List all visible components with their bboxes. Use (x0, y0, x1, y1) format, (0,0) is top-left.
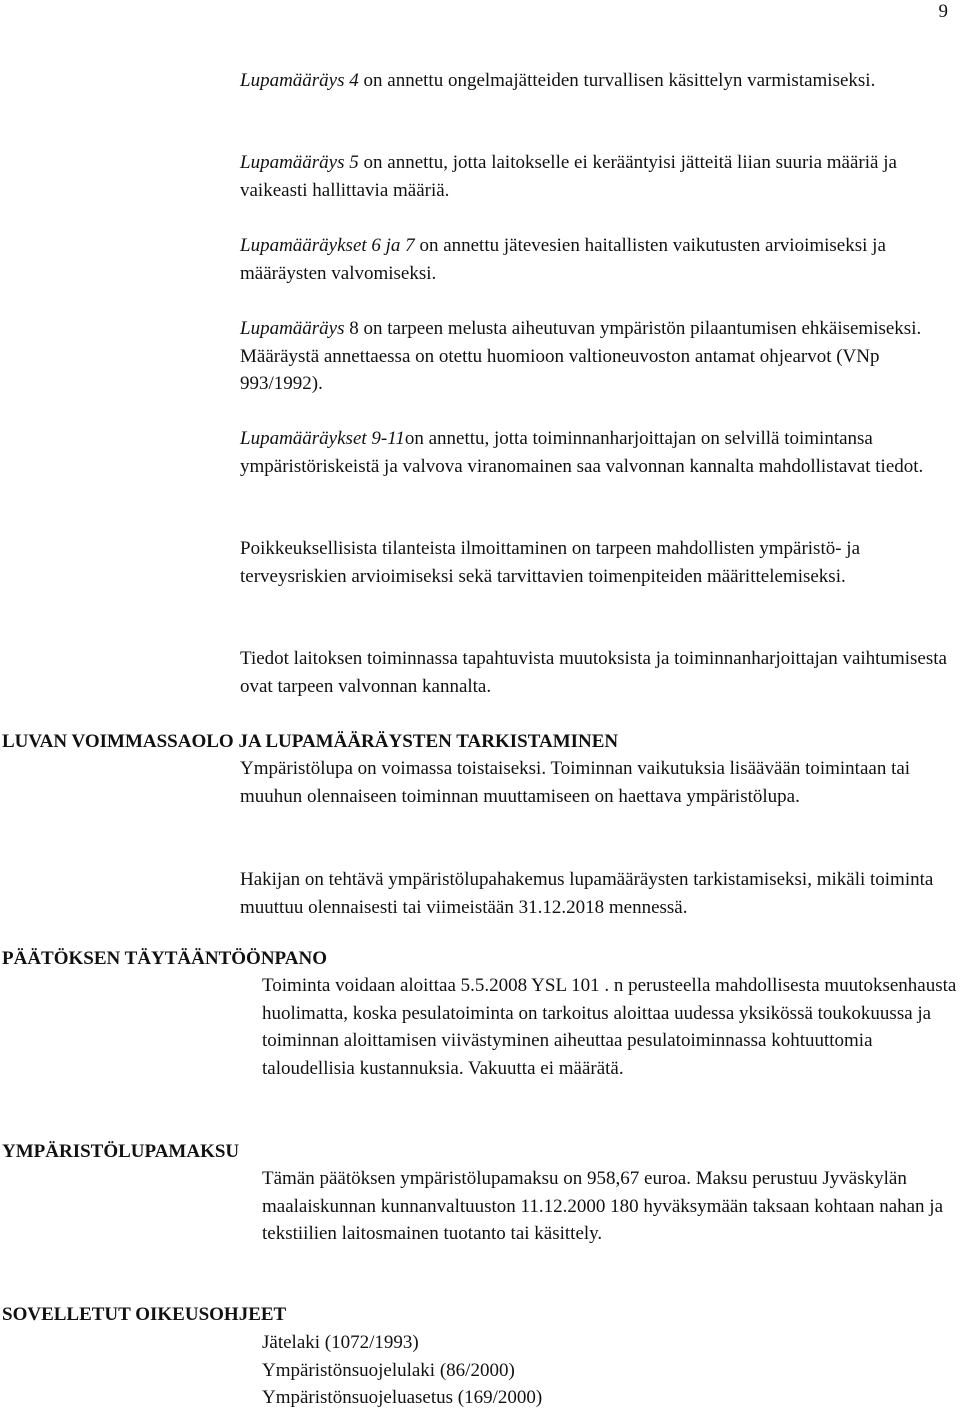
paragraph-lupamaksu: Tämän päätöksen ympäristölupamaksu on 958,67 euroa. Maksu perustuu Jyväskylän maalaiskunnan kunnanvaltuuston 11.12.2000 180 hyväksymään taksaan kohtaan nahan ja tekstiilien laitosmainen tuotanto tai käsittely. (262, 1168, 944, 1244)
paragraph-lupamaaraykset-6-7 (240, 232, 956, 287)
paragraph-hakijan-tehtava: Hakijan on tehtävä ympäristölupahakemus lupamääräysten tarkistamiseksi, mikäli toiminta muuttuu olennaisesti tai viimeistään 31.12.2018 mennessä. (240, 869, 934, 918)
emphasis: Lupamääräys (240, 318, 345, 339)
paragraph-toiminta-aloitus: Toiminta voidaan aloittaa 5.5.2008 YSL 101 . n perusteella mahdollisesta muutoksenhausta huolimatta, koska pesulatoiminta on tarkoitus aloittaa uudessa yksikössä toukokuussa ja toiminnan aloittamisen viivästyminen aiheuttaa pesulatoiminnassa kohtuuttomia taloudellisia kustannuksia. Vakuutta ei määrätä. (262, 975, 957, 1079)
heading-sovelletut-oikeusohjeet: SOVELLETUT OIKEUSOHJEET (2, 1304, 287, 1325)
list-item: Ympäristönsuojeluasetus (169/2000) (262, 1387, 543, 1408)
paragraph-lupamaarays-8 (240, 315, 956, 398)
page-number: 9 (938, 1, 948, 22)
legal-references-list (262, 1329, 958, 1412)
emphasis: Lupamääräykset 9-11 (240, 428, 405, 449)
paragraph-lupamaaraykset-9-11 (240, 425, 956, 480)
paragraph-lupamaarays-4 (240, 67, 956, 95)
heading-ymparistolupamaksu: YMPÄRISTÖLUPAMAKSU (2, 1141, 240, 1162)
heading-luvan-voimassaolo: LUVAN VOIMMASSAOLO JA LUPAMÄÄRÄYSTEN TARKISTAMINEN (2, 731, 619, 752)
emphasis: Lupamääräykset 6 ja 7 (240, 235, 415, 256)
list-item: Jätelaki (1072/1993) (262, 1332, 419, 1353)
paragraph-poikkeukselliset: Poikkeuksellisista tilanteista ilmoittaminen on tarpeen mahdollisten ympäristö- ja terveysriskien arvioimiseksi sekä tarvittavien toimenpiteiden määrittelemiseksi. (240, 538, 861, 587)
list-item: Ympäristönsuojelulaki (86/2000) (262, 1359, 515, 1381)
paragraph-tiedot-muutoksista: Tiedot laitoksen toiminnassa tapahtuvista muutoksista ja toiminnanharjoittajan vaihtumisesta ovat tarpeen valvonnan kannalta. (240, 648, 947, 697)
emphasis: Lupamääräys 5 (240, 152, 359, 173)
paragraph-lupamaarays-5 (240, 149, 956, 204)
heading-paatoksen-taytantoonpano: PÄÄTÖKSEN TÄYTÄÄNTÖÖNPANO (2, 948, 327, 969)
paragraph-text: on annettu, jotta toiminnanharjoittajan on selvillä toimintansa ympäristöriskeistä ja valvova viranomainen saa valvonnan kannalta mahdollistavat tiedot. (240, 428, 924, 477)
paragraph-text: on annettu ongelmajätteiden turvallisen käsittelyn varmistamiseksi. (358, 70, 876, 91)
paragraph-luvan-voimassaolo: Ympäristölupa on voimassa toistaiseksi. Toiminnan vaikutuksia lisäävään toimintaan tai muuhun olennaiseen toiminnan muuttamiseen on haettava ympäristölupa. (240, 758, 911, 807)
emphasis: Lupamääräys 4 (240, 70, 359, 91)
paragraph-text: 8 on tarpeen melusta aiheutuvan ympäristön pilaantumisen ehkäisemiseksi. Määräystä annettaessa on otettu huomioon valtioneuvoston antamat ohjearvot (VNp 993/1992). (240, 318, 922, 394)
paragraph-text: on annettu, jotta laitokselle ei kerääntyisi jätteitä liian suuria määriä ja vaikeasti hallittavia määriä. (240, 152, 897, 201)
paragraph-text: on annettu jätevesien haitallisten vaikutusten arvioimiseksi ja määräysten valvomiseksi. (240, 235, 886, 284)
